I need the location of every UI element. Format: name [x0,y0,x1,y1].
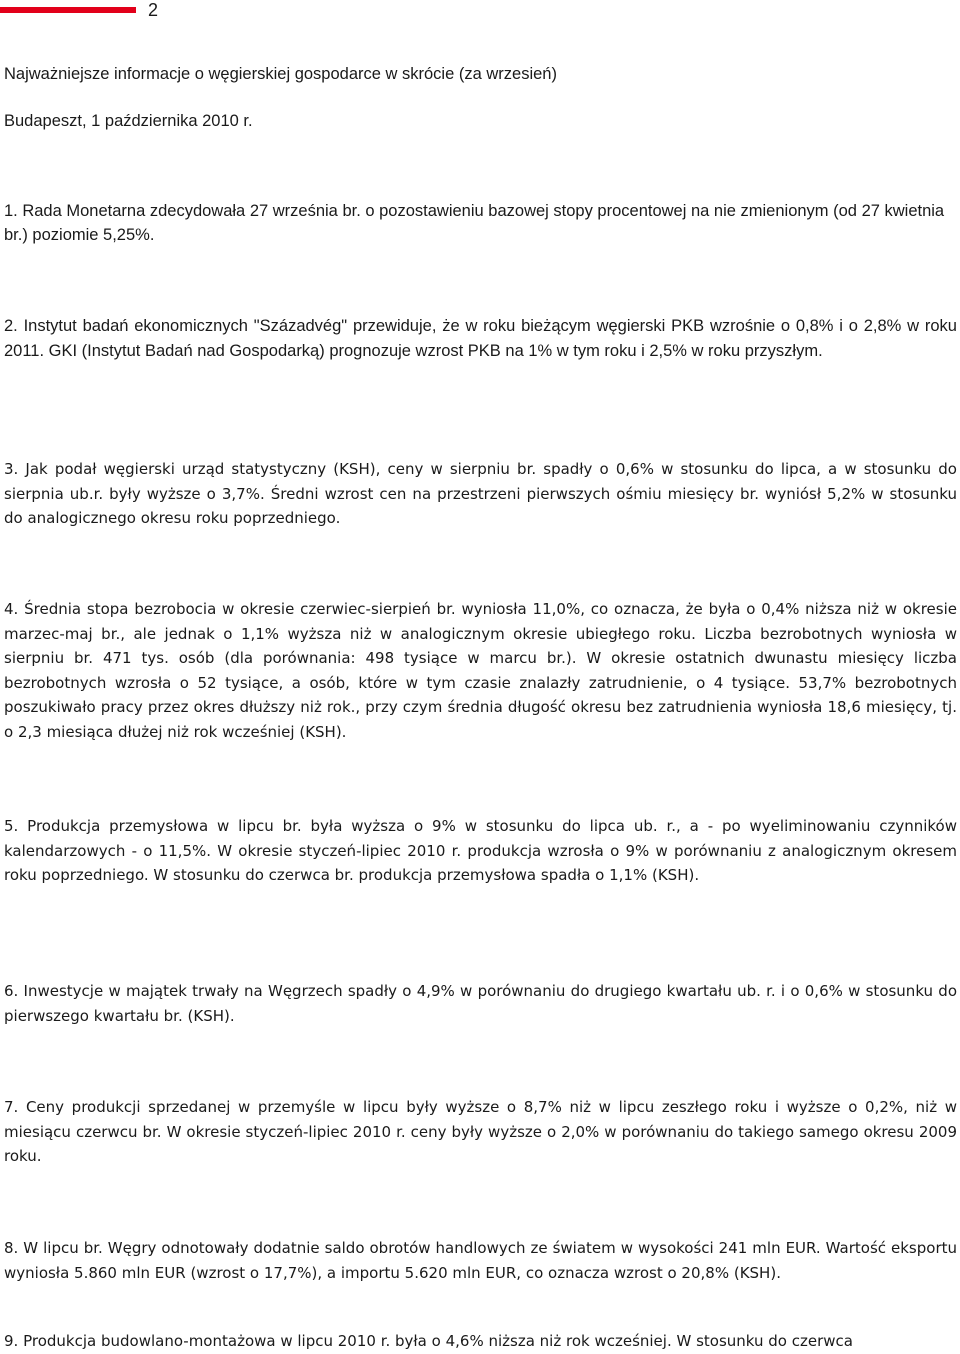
page-number: 2 [148,0,159,20]
news-item-2 [4,314,957,363]
news-item-2-part-a: 2. Instytut badań ekonomicznych "Századvég" przewiduje, że w roku bieżącym węgierski PKB wzrośnie o 0,8% i o 2,8% w roku 2011. [4,317,957,360]
news-item-4: 4. Średnia stopa bezrobocia w okresie czerwiec-sierpień br. wyniosła 11,0%, co oznacza, że była o 0,4% niższa niż w okresie marzec-maj br., ale jednak o 1,1% wyższa niż w analogicznym okresie ubiegłego roku. Liczba bezrobotnych wyniosła w sierpniu br. 471 tys. osób (dla porównania: 498 tysiące w marcu br.). W okresie ostatnich dwunastu miesięcy liczba bezrobotnych wzrosła o 52 tysiące, a osób, które w tym czasie znalazły zatrudnienie, o 4 tysiące. 53,7% bezrobotnych poszukiwało pracy przez okres dłuższy niż rok., przy czym średnia długość okresu bez zatrudnienia wyniosła 18,6 miesięcy, tj. o 2,3 miesiąca dłużej niż rok wcześniej (KSH). [4,600,957,741]
news-item-9: 9. Produkcja budowlano-montażowa w lipcu 2010 r. była o 4,6% niższa niż rok wcześniej. W stosunku do czerwca [4,1332,853,1350]
news-item-3: 3. Jak podał węgierski urząd statystyczny (KSH), ceny w sierpniu br. spadły o 0,6% w stosunku do lipca, a w stosunku do sierpnia ub.r. były wyższe o 3,7%. Średni wzrost cen na przestrzeni pierwszych ośmiu miesięcy br. wyniósł 5,2% w stosunku do analogicznego okresu roku poprzedniego. [4,460,957,527]
news-item-8: 8. W lipcu br. Węgry odnotowały dodatnie saldo obrotów handlowych ze światem w wysokości 241 mln EUR. Wartość eksportu wyniosła 5.860 mln EUR (wzrost o 17,7%), a importu 5.620 mln EUR, co oznacza wzrost o 20,8% (KSH). [4,1239,957,1282]
news-item-2-part-b: GKI (Instytut Badań nad Gospodarką) prognozuje wzrost PKB na 1% w tym roku i 2,5% w roku przyszłym. [44,341,823,360]
page-header [0,0,960,28]
document-dateline: Budapeszt, 1 października 2010 r. [4,112,253,130]
news-item-5: 5. Produkcja przemysłowa w lipcu br. była wyższa o 9% w stosunku do lipca ub. r., a - po wyeliminowaniu czynników kalendarzowych - o 11,5%. W okresie styczeń-lipiec 2010 r. produkcja wzrosła o 9% w porównaniu z analogicznym okresem roku poprzedniego. W stosunku do czerwca br. produkcja przemysłowa spadła o 1,1% (KSH). [4,817,957,884]
header-rule-accent [0,7,136,13]
news-item-7: 7. Ceny produkcji sprzedanej w przemyśle w lipcu były wyższe o 8,7% niż w lipcu zeszłego roku i wyższe o 0,2%, niż w miesiącu czerwcu br. W okresie styczeń-lipiec 2010 r. ceny były wyższe o 2,0% w porównaniu do takiego samego okresu 2009 roku. [4,1098,957,1165]
news-item-6: 6. Inwestycje w majątek trwały na Węgrzech spadły o 4,9% w porównaniu do drugiego kwartału ub. r. i o 0,6% w stosunku do pierwszego kwartału br. (KSH). [4,982,957,1025]
news-item-1: 1. Rada Monetarna zdecydowała 27 września br. o pozostawieniu bazowej stopy procentowej na nie zmienionym (od 27 kwietnia br.) poziomie 5,25%. [4,202,945,244]
document-title: Najważniejsze informacje o węgierskiej gospodarce w skrócie (za wrzesień) [4,65,557,83]
